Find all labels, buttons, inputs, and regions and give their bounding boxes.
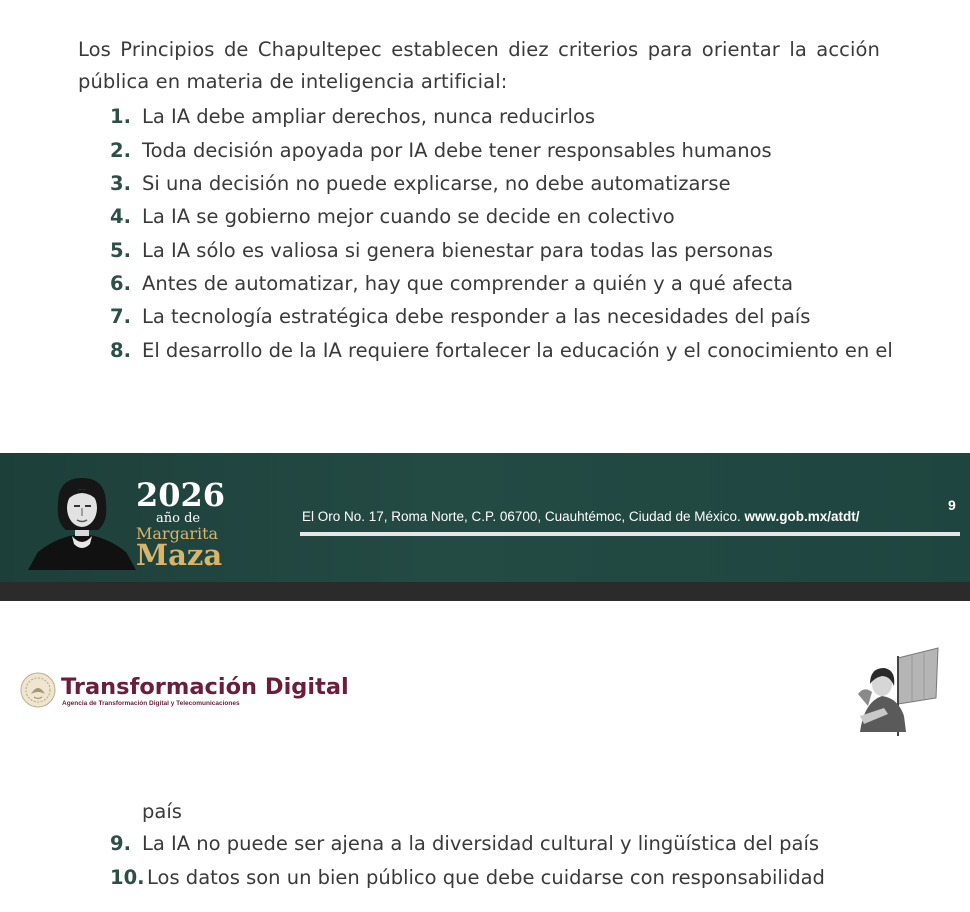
- item-number: 5.: [110, 239, 131, 262]
- page-number: 9: [948, 497, 956, 513]
- item-text: La IA se gobierno mejor cuando se decide en colectivo: [142, 205, 675, 228]
- footer-year-caption: año de: [156, 511, 201, 526]
- list-item: [110, 338, 930, 364]
- mexico-seal-icon: [20, 672, 56, 708]
- list-item: [110, 271, 930, 297]
- list-item: [110, 171, 930, 197]
- brand-title: Transformación Digital: [61, 674, 349, 700]
- item-number: 10.: [110, 866, 145, 889]
- item-8-continuation: país: [142, 800, 182, 823]
- item-number: 9.: [110, 832, 131, 855]
- brand-subtitle: Agencia de Transformación Digital y Telecomunicaciones: [62, 700, 240, 707]
- item-text: La IA sólo es valiosa si genera bienestar para todas las personas: [142, 239, 774, 262]
- item-text: La IA debe ampliar derechos, nunca reducirlos: [142, 105, 596, 128]
- footer-bottom-strip: [0, 582, 970, 601]
- list-item: [110, 865, 930, 891]
- list-item: [110, 138, 930, 164]
- item-text: El desarrollo de la IA requiere fortalecer la educación y el conocimiento en el: [142, 339, 893, 362]
- item-number: 8.: [110, 339, 131, 362]
- footer-divider: [300, 532, 960, 536]
- footer-honoree-first-name: Margarita: [136, 524, 219, 543]
- item-number: 7.: [110, 305, 131, 328]
- item-number: 1.: [110, 105, 131, 128]
- footer-year: 2026: [136, 476, 226, 514]
- intro-paragraph: Los Principios de Chapultepec establecen diez criterios para orientar la acción pública en materia de inteligencia artificial:: [78, 37, 880, 93]
- list-item: [110, 304, 930, 330]
- item-text: La IA no puede ser ajena a la diversidad cultural y lingüística del país: [142, 832, 820, 855]
- margarita-maza-portrait-icon: [28, 474, 136, 570]
- address-text: El Oro No. 17, Roma Norte, C.P. 06700, Cuauhtémoc, Ciudad de México.: [302, 509, 741, 524]
- item-text: Los datos son un bien público que debe cuidarse con responsabilidad: [147, 866, 825, 889]
- item-text: Si una decisión no puede explicarse, no debe automatizarse: [142, 172, 731, 195]
- item-number: 4.: [110, 205, 131, 228]
- item-number: 2.: [110, 139, 131, 162]
- footer-honoree-last-name: Maza: [136, 538, 223, 572]
- list-item: [110, 104, 930, 130]
- list-item: [110, 204, 930, 230]
- woman-with-flag-icon: [854, 646, 940, 736]
- item-number: 6.: [110, 272, 131, 295]
- item-text: La tecnología estratégica debe responder a las necesidades del país: [142, 305, 811, 328]
- list-item: [110, 238, 930, 264]
- list-item: [110, 831, 930, 857]
- item-number: 3.: [110, 172, 131, 195]
- item-text: Antes de automatizar, hay que comprender a quién y a qué afecta: [142, 272, 794, 295]
- website-link[interactable]: www.gob.mx/atdt/: [744, 509, 860, 524]
- item-text: Toda decisión apoyada por IA debe tener responsables humanos: [142, 139, 772, 162]
- footer-address: [302, 508, 860, 526]
